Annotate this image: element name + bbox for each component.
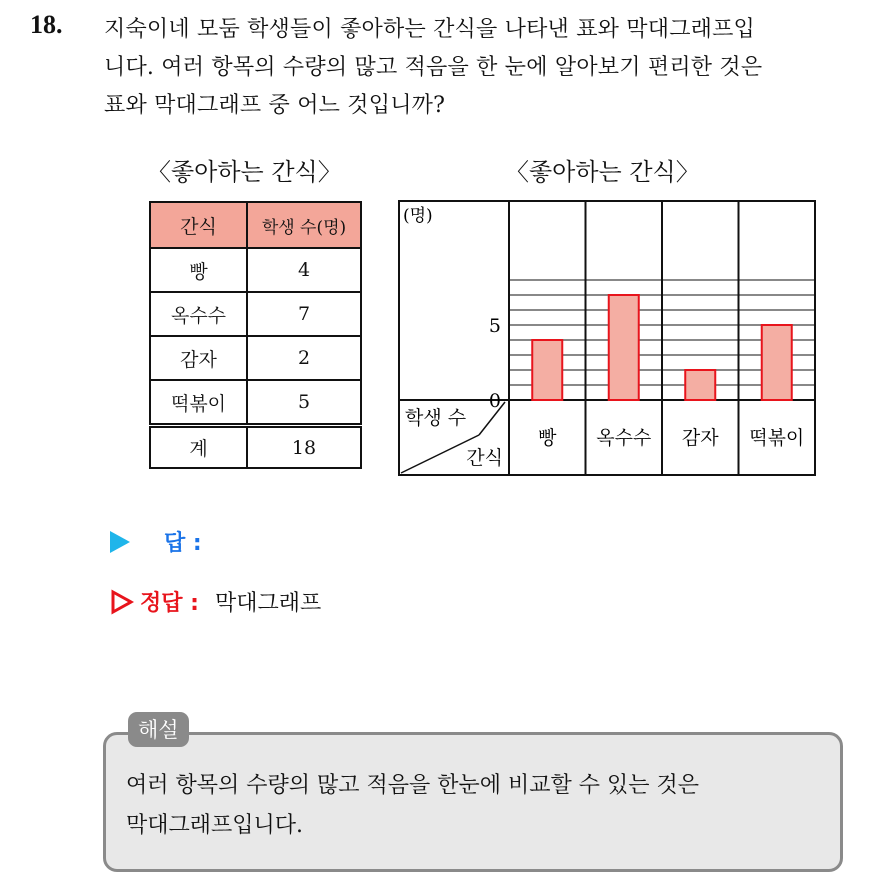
y-tick-label: 5	[488, 315, 501, 337]
answer-label: 답 :	[164, 531, 202, 556]
table-total-value: 18	[247, 426, 361, 469]
correct-answer-row	[110, 586, 321, 617]
correct-answer-label: 정답 :	[140, 591, 199, 616]
table-row	[150, 292, 361, 336]
explanation-line-1: 여러 항목의 수량의 많고 적음을 한눈에 비교할 수 있는 것은	[126, 773, 699, 798]
table-cell-count: 2	[247, 336, 361, 380]
table-cell-item: 떡볶이	[150, 380, 247, 426]
table-header-row	[150, 202, 361, 248]
table-cell-item: 옥수수	[150, 292, 247, 336]
bar	[609, 295, 639, 400]
table-total-label: 계	[150, 426, 247, 469]
explanation-box	[103, 732, 843, 872]
question-text-line-2: 니다. 여러 항목의 수량의 많고 적음을 한 눈에 알아보기 편리한 것은	[104, 55, 763, 80]
question-text-line-1: 지숙이네 모둠 학생들이 좋아하는 간식을 나타낸 표와 막대그래프입	[104, 17, 756, 42]
answer-row	[110, 526, 202, 557]
table-header-count: 학생 수(명)	[247, 202, 361, 248]
corner-label-top: 학생 수	[405, 407, 467, 429]
table-row	[150, 380, 361, 426]
y-tick-label: 0	[488, 390, 501, 412]
x-tick-label: 옥수수	[596, 427, 652, 449]
bar	[532, 340, 562, 400]
bar-chart	[398, 200, 816, 476]
table-cell-count: 5	[247, 380, 361, 426]
bar	[685, 370, 715, 400]
play-triangle-icon	[110, 531, 130, 553]
table-cell-count: 7	[247, 292, 361, 336]
explanation-line-2: 막대그래프입니다.	[126, 813, 304, 838]
table-cell-count: 4	[247, 248, 361, 292]
snack-table	[149, 201, 362, 469]
table-total-row	[150, 426, 361, 469]
table-cell-item: 빵	[150, 248, 247, 292]
outline-triangle-icon	[110, 589, 134, 615]
x-tick-label: 떡볶이	[749, 427, 805, 449]
table-caption: 〈좋아하는 간식〉	[147, 158, 342, 186]
corner-label-bottom: 간식	[466, 447, 503, 469]
table-row	[150, 248, 361, 292]
question-text-line-3: 표와 막대그래프 중 어느 것입니까?	[104, 93, 446, 118]
bar	[762, 325, 792, 400]
table-cell-item: 감자	[150, 336, 247, 380]
chart-caption: 〈좋아하는 간식〉	[505, 158, 700, 186]
table-header-snack: 간식	[150, 202, 247, 248]
explanation-tag: 해설	[128, 712, 189, 747]
y-unit-label: (명)	[403, 206, 433, 226]
correct-answer-value: 막대그래프	[214, 591, 322, 616]
question-number: 18.	[30, 10, 63, 39]
x-tick-label: 빵	[538, 427, 557, 449]
x-tick-label: 감자	[681, 427, 719, 449]
table-row	[150, 336, 361, 380]
